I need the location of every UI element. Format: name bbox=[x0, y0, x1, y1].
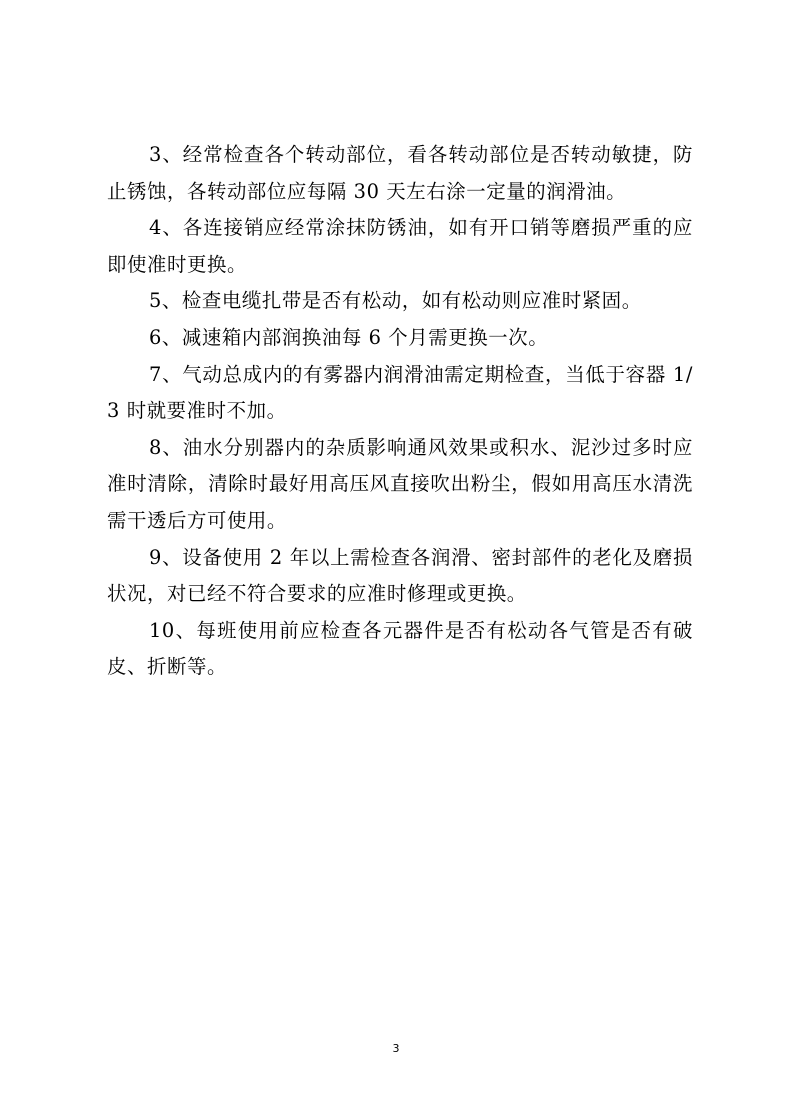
paragraph-item-3: 3、经常检查各个转动部位，看各转动部位是否转动敏捷，防止锈蚀，各转动部位应每隔 30 天左右涂一定量的润滑油。 bbox=[107, 143, 693, 203]
page-number: 3 bbox=[392, 1042, 400, 1055]
document-body bbox=[107, 137, 693, 686]
paragraph-item-6: 6、减速箱内部润换油每 6 个月需更换一次。 bbox=[149, 325, 549, 349]
paragraph-item-7: 7、气动总成内的有雾器内润滑油需定期检查，当低于容器 1/3 时就要准时不加。 bbox=[107, 362, 693, 423]
paragraph-item-5: 5、检查电缆扎带是否有松动，如有松动则应准时紧固。 bbox=[149, 289, 642, 313]
paragraph-item-4: 4、各连接销应经常涂抹防锈油，如有开口销等磨损严重的应即使准时更换。 bbox=[107, 216, 693, 276]
paragraph-item-8: 8、油水分别器内的杂质影响通风效果或积水、泥沙过多时应准时清除，清除时最好用高压风直接吹出粉尘，假如用高压水清洗需干透后方可使用。 bbox=[107, 435, 693, 532]
paragraph-item-9: 9、设备使用 2 年以上需检查各润滑、密封部件的老化及磨损状况，对已经不符合要求的应准时修理或更换。 bbox=[107, 545, 693, 606]
paragraph-item-10: 10、每班使用前应检查各元器件是否有松动各气管是否有破皮、折断等。 bbox=[107, 618, 693, 679]
